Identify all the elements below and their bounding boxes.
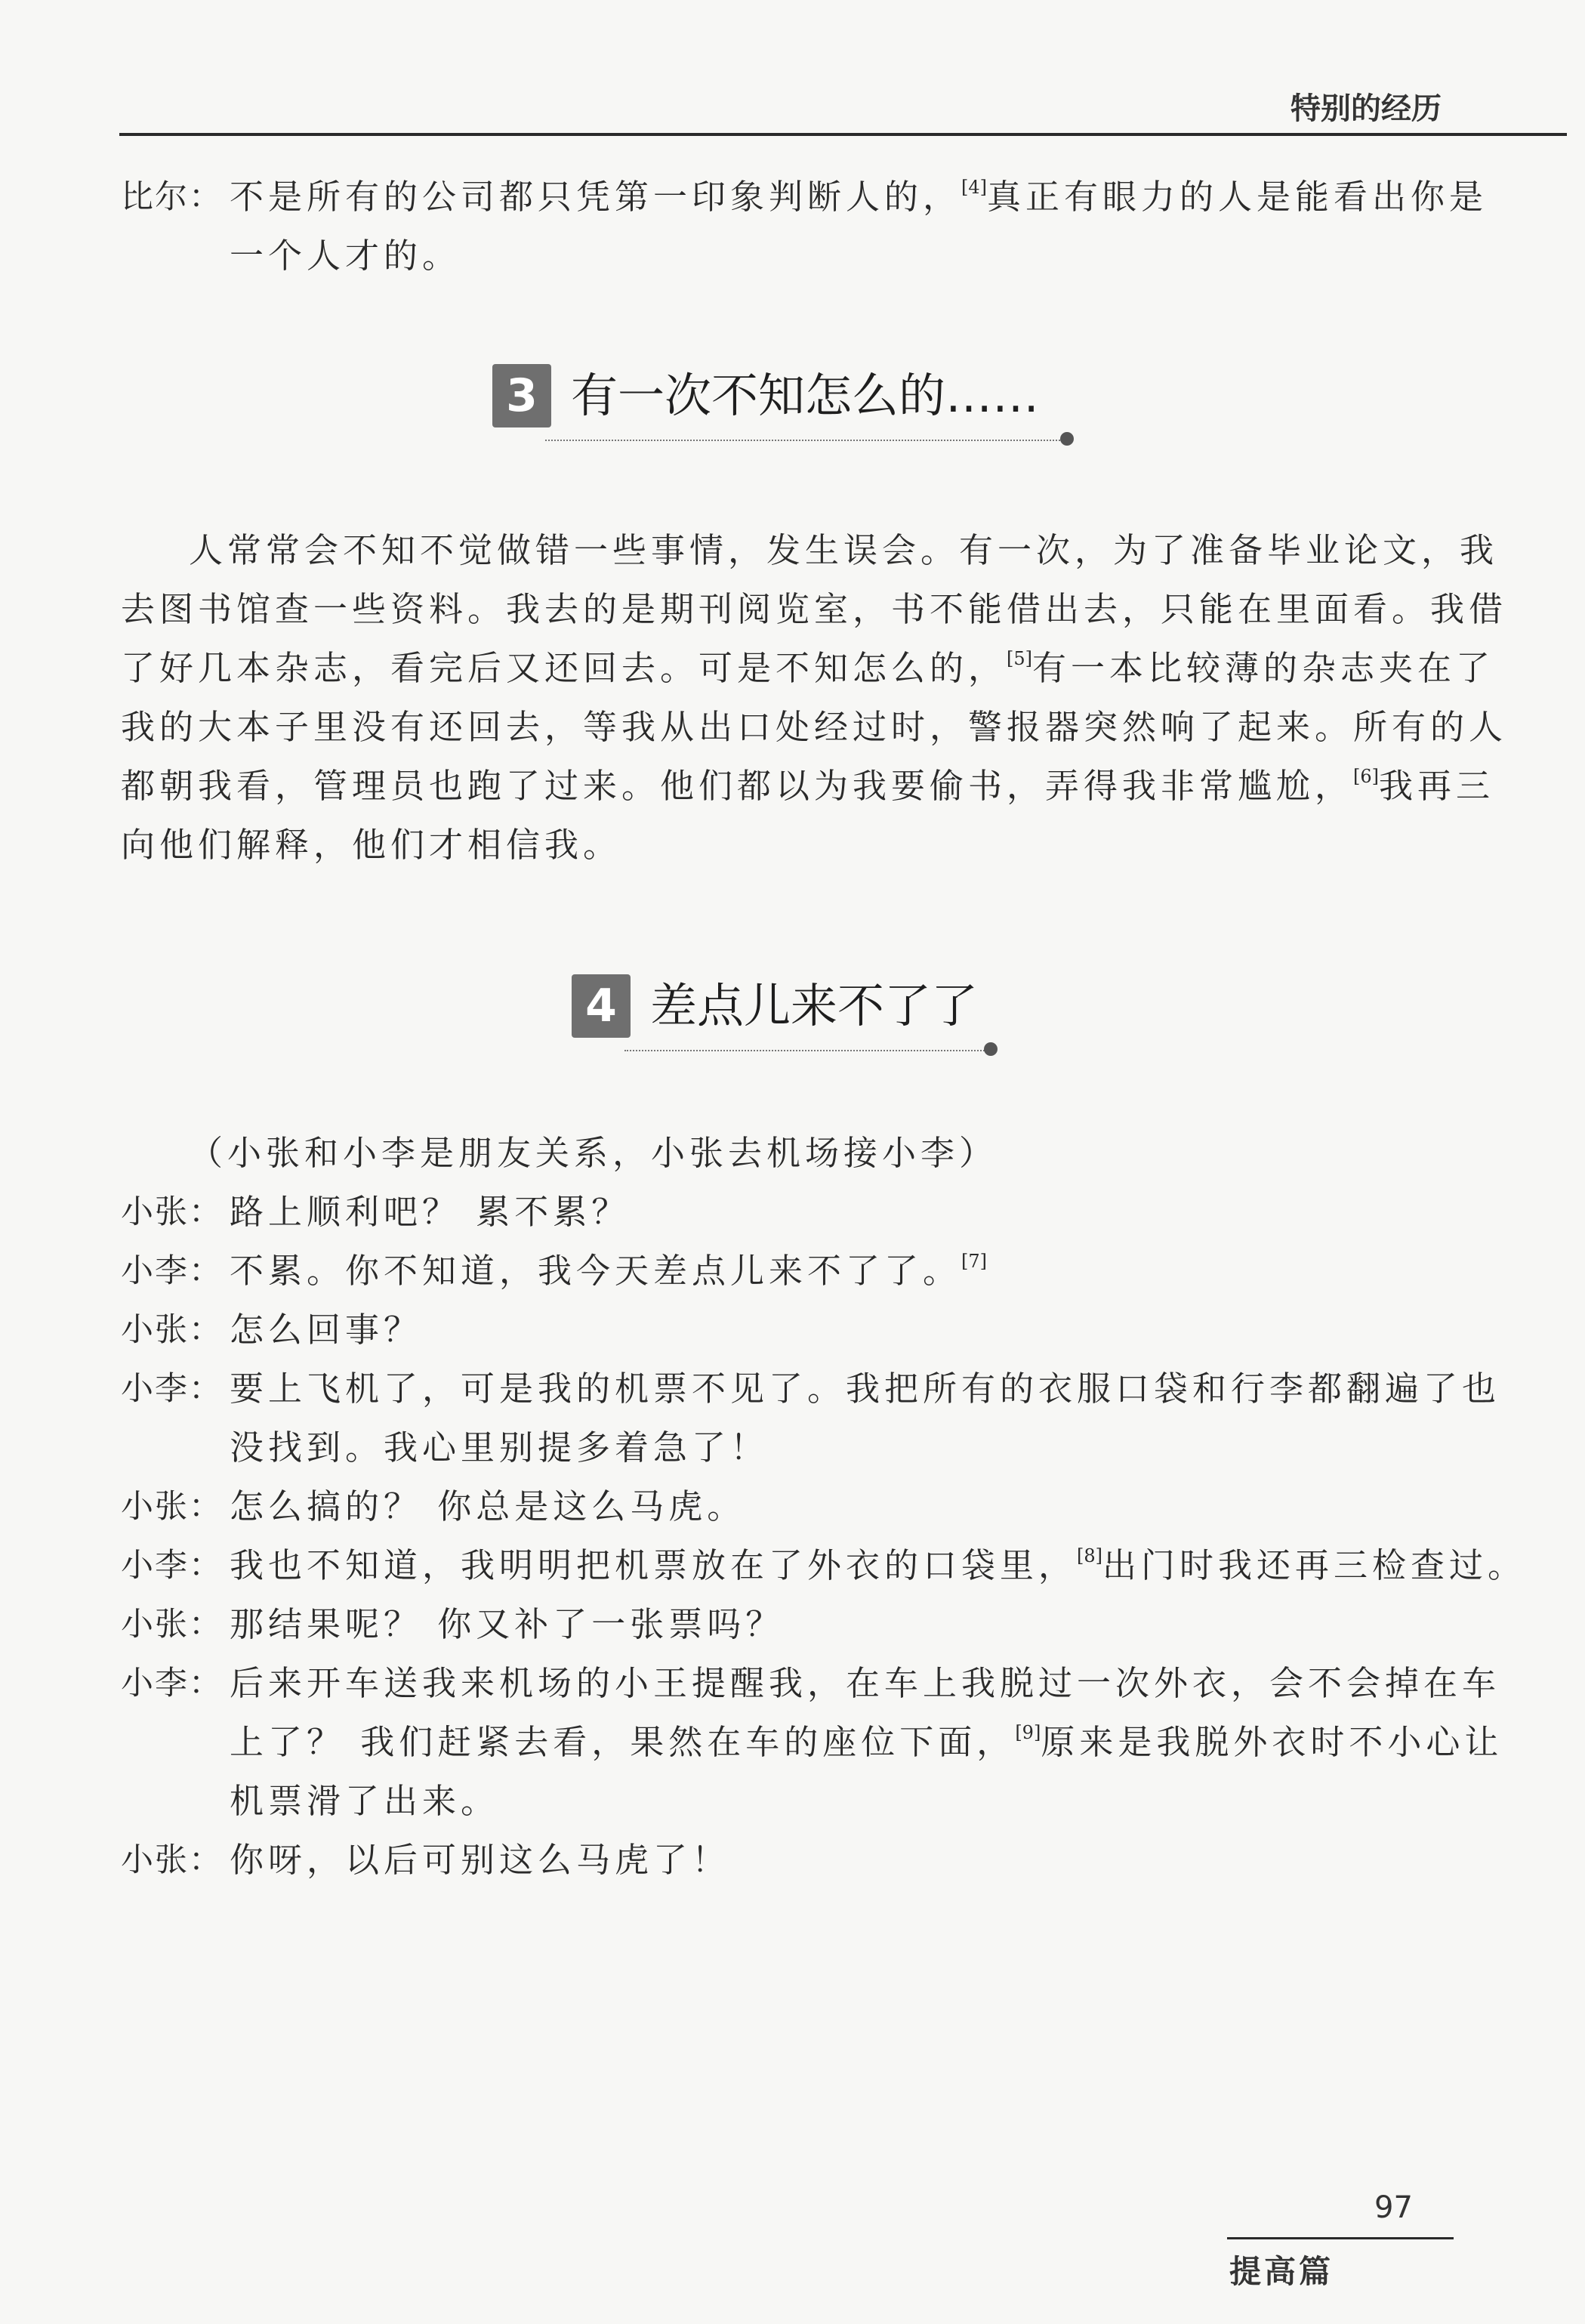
text-segment: 上了？ 我们赶紧去看，果然在车的座位下面， [230, 1722, 1016, 1762]
running-header-title: 特别的经历 [1291, 91, 1442, 126]
dialogue-line [121, 1477, 1450, 1536]
dialogue-text [230, 168, 1488, 227]
section-title: 差点儿来不了了 [650, 978, 979, 1033]
paragraph-line [121, 757, 1495, 816]
dialogue-line [121, 1183, 1450, 1242]
speaker-label: 小张： [121, 1841, 223, 1879]
dialogue-text [230, 1654, 1500, 1713]
footer-rule [1227, 2237, 1454, 2239]
text-segment: 要上飞机了，可是我的机票不见了。我把所有的衣服口袋和行李都翻遍了也 [230, 1369, 1501, 1409]
paragraph-line [121, 816, 1457, 875]
text-segment: 不是所有的公司都只凭第一印象判断人的， [230, 177, 962, 217]
text-segment: 去图书馆查一些资料。我去的是期刊阅览室，书不能借出去，只能在里面看。我借 [121, 589, 1508, 629]
section-4-dialogue [121, 1183, 1527, 1890]
dialogue-line [121, 1831, 1450, 1890]
dialogue-continuation: 一个人才的。 [230, 236, 461, 276]
footnote-marker: [8] [1077, 1545, 1103, 1566]
section-3-heading [492, 358, 1081, 449]
speaker-label: 小李： [121, 1370, 223, 1408]
footnote-marker: [9] [1015, 1722, 1041, 1743]
paragraph-line [121, 698, 1508, 757]
speaker-label: 比尔： [121, 178, 223, 216]
dialogue-text [230, 1831, 730, 1890]
speaker-label: 小张： [121, 1488, 223, 1526]
speaker-label: 小李： [121, 1547, 223, 1585]
text-segment: 怎么回事？ [230, 1310, 423, 1350]
text-segment: 出门时我还再三检查过。 [1102, 1545, 1527, 1585]
dialogue-line [121, 168, 1488, 227]
dialogue-intro: （小张和小李是朋友关系，小张去机场接小李） [189, 1133, 998, 1173]
speaker-label: 小张： [121, 1311, 223, 1349]
dialogue-continuation [121, 1713, 1503, 1772]
footer-label: 提高篇 [1229, 2253, 1334, 2290]
dialogue-continuation [121, 1418, 1450, 1477]
text-segment: 后来开车送我来机场的小王提醒我，在车上我脱过一次外衣，会不会掉在车 [230, 1663, 1501, 1703]
text-segment: 向他们解释，他们才相信我。 [121, 825, 622, 865]
speaker-label: 小张： [121, 1606, 223, 1643]
section-number-badge: 4 [572, 974, 631, 1038]
dialogue-line [121, 1301, 1450, 1360]
speaker-label: 小张： [121, 1193, 223, 1231]
heading-underline-dot [984, 1042, 998, 1056]
section-title: 有一次不知怎么的…… [571, 368, 1040, 423]
dialogue-text [230, 1595, 784, 1654]
dialogue-text [230, 1360, 1500, 1418]
heading-underline-dot [1060, 432, 1074, 446]
heading-underline [624, 1050, 987, 1051]
paragraph-line [121, 580, 1508, 639]
text-segment: 人常常会不知不觉做错一些事情，发生误会。有一次，为了准备毕业论文，我 [189, 530, 1499, 570]
speaker-label: 小李： [121, 1252, 223, 1290]
text-segment: 有一本比较薄的杂志夹在了 [1032, 648, 1495, 688]
text-segment: 都朝我看，管理员也跑了过来。他们都以为我要偷书，弄得我非常尴尬， [121, 766, 1354, 806]
text-segment: 真正有眼力的人是能看出你是 [987, 177, 1488, 217]
footnote-marker: [7] [961, 1251, 988, 1272]
text-segment: 路上顺利吧？ 累不累？ [230, 1192, 631, 1232]
text-segment: 原来是我脱外衣时不小心让 [1041, 1722, 1503, 1762]
text-segment: 没找到。我心里别提多着急了！ [230, 1427, 769, 1468]
section-3-paragraph [121, 521, 1508, 875]
dialogue-fragment-top [121, 168, 1488, 285]
paragraph-line [121, 521, 1499, 580]
dialogue-line [121, 1595, 1450, 1654]
text-segment: 怎么搞的？ 你总是这么马虎。 [230, 1486, 746, 1526]
text-segment: 机票滑了出来。 [230, 1781, 500, 1821]
footnote-marker: [5] [1007, 648, 1033, 669]
text-segment: 了好几本杂志，看完后又还回去。可是不知怎么的， [121, 648, 1007, 688]
text-segment: 不累。你不知道，我今天差点儿来不了了。 [230, 1251, 962, 1291]
page-number: 97 [1374, 2190, 1413, 2225]
header-rule [119, 133, 1567, 136]
text-segment: 你呀，以后可别这么马虎了！ [230, 1840, 731, 1880]
dialogue-line [121, 1242, 1450, 1301]
footnote-marker: [6] [1353, 766, 1380, 787]
dialogue-text [230, 1301, 422, 1360]
dialogue-text [230, 1242, 987, 1301]
text-segment: 我的大本子里没有还回去，等我从出口处经过时，警报器突然响了起来。所有的人 [121, 707, 1508, 747]
dialogue-line [121, 1536, 1527, 1595]
dialogue-text [230, 1183, 630, 1242]
heading-underline [545, 440, 1066, 441]
dialogue-line [121, 1654, 1501, 1713]
text-segment: 我再三 [1379, 766, 1495, 806]
section-number-badge: 3 [492, 364, 551, 427]
text-segment: 我也不知道，我明明把机票放在了外衣的口袋里， [230, 1545, 1078, 1585]
footnote-marker: [4] [961, 177, 988, 198]
dialogue-text [230, 1477, 745, 1536]
dialogue-continuation [121, 1772, 1450, 1831]
section-4-heading [572, 968, 1025, 1059]
speaker-label: 小李： [121, 1665, 223, 1702]
dialogue-text [230, 1536, 1526, 1595]
text-segment: 那结果呢？ 你又补了一张票吗？ [230, 1604, 785, 1644]
paragraph-line [121, 639, 1495, 698]
dialogue-line [121, 1360, 1501, 1418]
